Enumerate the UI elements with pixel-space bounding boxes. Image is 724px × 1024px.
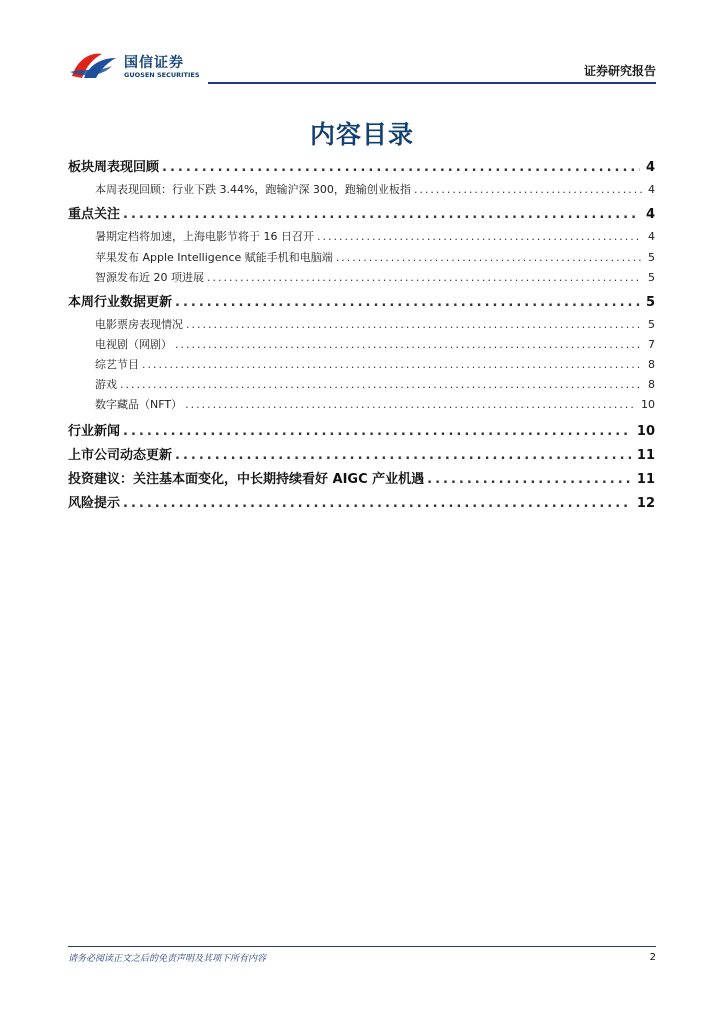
toc-entry-page: 4 [648, 230, 655, 243]
toc-entry[interactable] [68, 181, 655, 197]
toc-entry[interactable] [68, 492, 655, 511]
toc-entry-page: 8 [648, 378, 655, 391]
toc-leader-dots [336, 251, 642, 264]
toc-entry-page: 10 [641, 398, 655, 411]
toc-entry-page: 11 [636, 472, 655, 487]
toc-leader-dots [317, 230, 642, 243]
toc-leader-dots [142, 358, 642, 371]
toc-entry-page: 4 [645, 207, 655, 222]
toc-entry-label: 本周行业数据更新 [68, 295, 173, 310]
toc-entry-page: 11 [636, 448, 655, 463]
toc-entry[interactable] [68, 203, 655, 222]
toc-leader-dots [175, 448, 631, 463]
header-divider [208, 82, 656, 84]
toc-entry-page: 12 [636, 496, 655, 511]
toc-entry-label: 重点关注 [68, 207, 121, 222]
toc-entry-page: 10 [636, 424, 655, 439]
footer-divider [68, 946, 656, 947]
toc-entry[interactable] [68, 156, 655, 175]
toc-entry-label: 电影票房表现情况 [95, 318, 183, 331]
toc-entry[interactable] [68, 269, 655, 285]
toc-entry-label: 暑期定档将加速，上海电影节将于 16 日召开 [95, 230, 314, 243]
toc-entry[interactable] [68, 356, 655, 372]
toc-leader-dots [123, 207, 640, 222]
toc-entry[interactable] [68, 316, 655, 332]
toc-entry-label: 电视剧（网剧） [95, 338, 172, 351]
footer-disclaimer: 请务必阅读正文之后的免责声明及其项下所有内容 [68, 954, 267, 964]
toc-entry-label: 游戏 [95, 378, 117, 391]
toc-leader-dots [186, 318, 642, 331]
toc-entry-page: 5 [648, 271, 655, 284]
toc-entry-page: 5 [648, 318, 655, 331]
toc-entry-label: 苹果发布 Apple Intelligence 赋能手机和电脑端 [95, 251, 333, 264]
toc-entry[interactable] [68, 291, 655, 310]
toc-entry[interactable] [68, 468, 655, 487]
toc-entry-page: 5 [648, 251, 655, 264]
report-type-label: 证券研究报告 [583, 64, 656, 78]
toc-entry[interactable] [68, 420, 655, 439]
logo-english-name: GUOSEN SECURITIES [124, 71, 200, 79]
toc-entry-page: 7 [648, 338, 655, 351]
toc-entry-page: 4 [645, 160, 655, 175]
toc-entry[interactable] [68, 249, 655, 265]
page-number: 2 [649, 952, 656, 963]
guosen-logo [68, 48, 208, 82]
toc-entry-page: 5 [645, 295, 655, 310]
toc-entry-page: 8 [648, 358, 655, 371]
toc-entry-label: 综艺节目 [95, 358, 139, 371]
toc-leader-dots [427, 472, 631, 487]
toc-title: 内容目录 [309, 120, 414, 149]
toc-entry[interactable] [68, 336, 655, 352]
toc-leader-dots [175, 295, 640, 310]
toc-leader-dots [123, 496, 631, 511]
toc-entry-label: 智源发布近 20 项进展 [95, 271, 204, 284]
toc-leader-dots [185, 398, 635, 411]
toc-entry-label: 风险提示 [68, 496, 121, 511]
toc-entry-label: 数字藏品（NFT） [95, 398, 183, 411]
toc-entry[interactable] [68, 396, 655, 412]
guosen-logo-icon [68, 50, 120, 80]
toc-entry[interactable] [68, 228, 655, 244]
toc-entry-label: 本周表现回顾：行业下跌 3.44%，跑输沪深 300，跑输创业板指 [95, 183, 411, 196]
toc-leader-dots [414, 183, 642, 196]
toc-entry-label: 行业新闻 [68, 424, 121, 439]
toc-entry-label: 上市公司动态更新 [68, 448, 173, 463]
toc-leader-dots [123, 424, 631, 439]
toc-entry[interactable] [68, 444, 655, 463]
toc-leader-dots [175, 338, 642, 351]
page-header [68, 48, 656, 84]
toc-entry-page: 4 [648, 183, 655, 196]
toc-leader-dots [162, 160, 640, 175]
logo-chinese-name: 国信证券 [124, 55, 184, 71]
toc-entry-label: 板块周表现回顾 [68, 160, 160, 175]
toc-entry[interactable] [68, 376, 655, 392]
toc-entry-label: 投资建议：关注基本面变化，中长期持续看好 AIGC 产业机遇 [68, 472, 425, 487]
toc-leader-dots [120, 378, 642, 391]
toc-leader-dots [207, 271, 642, 284]
